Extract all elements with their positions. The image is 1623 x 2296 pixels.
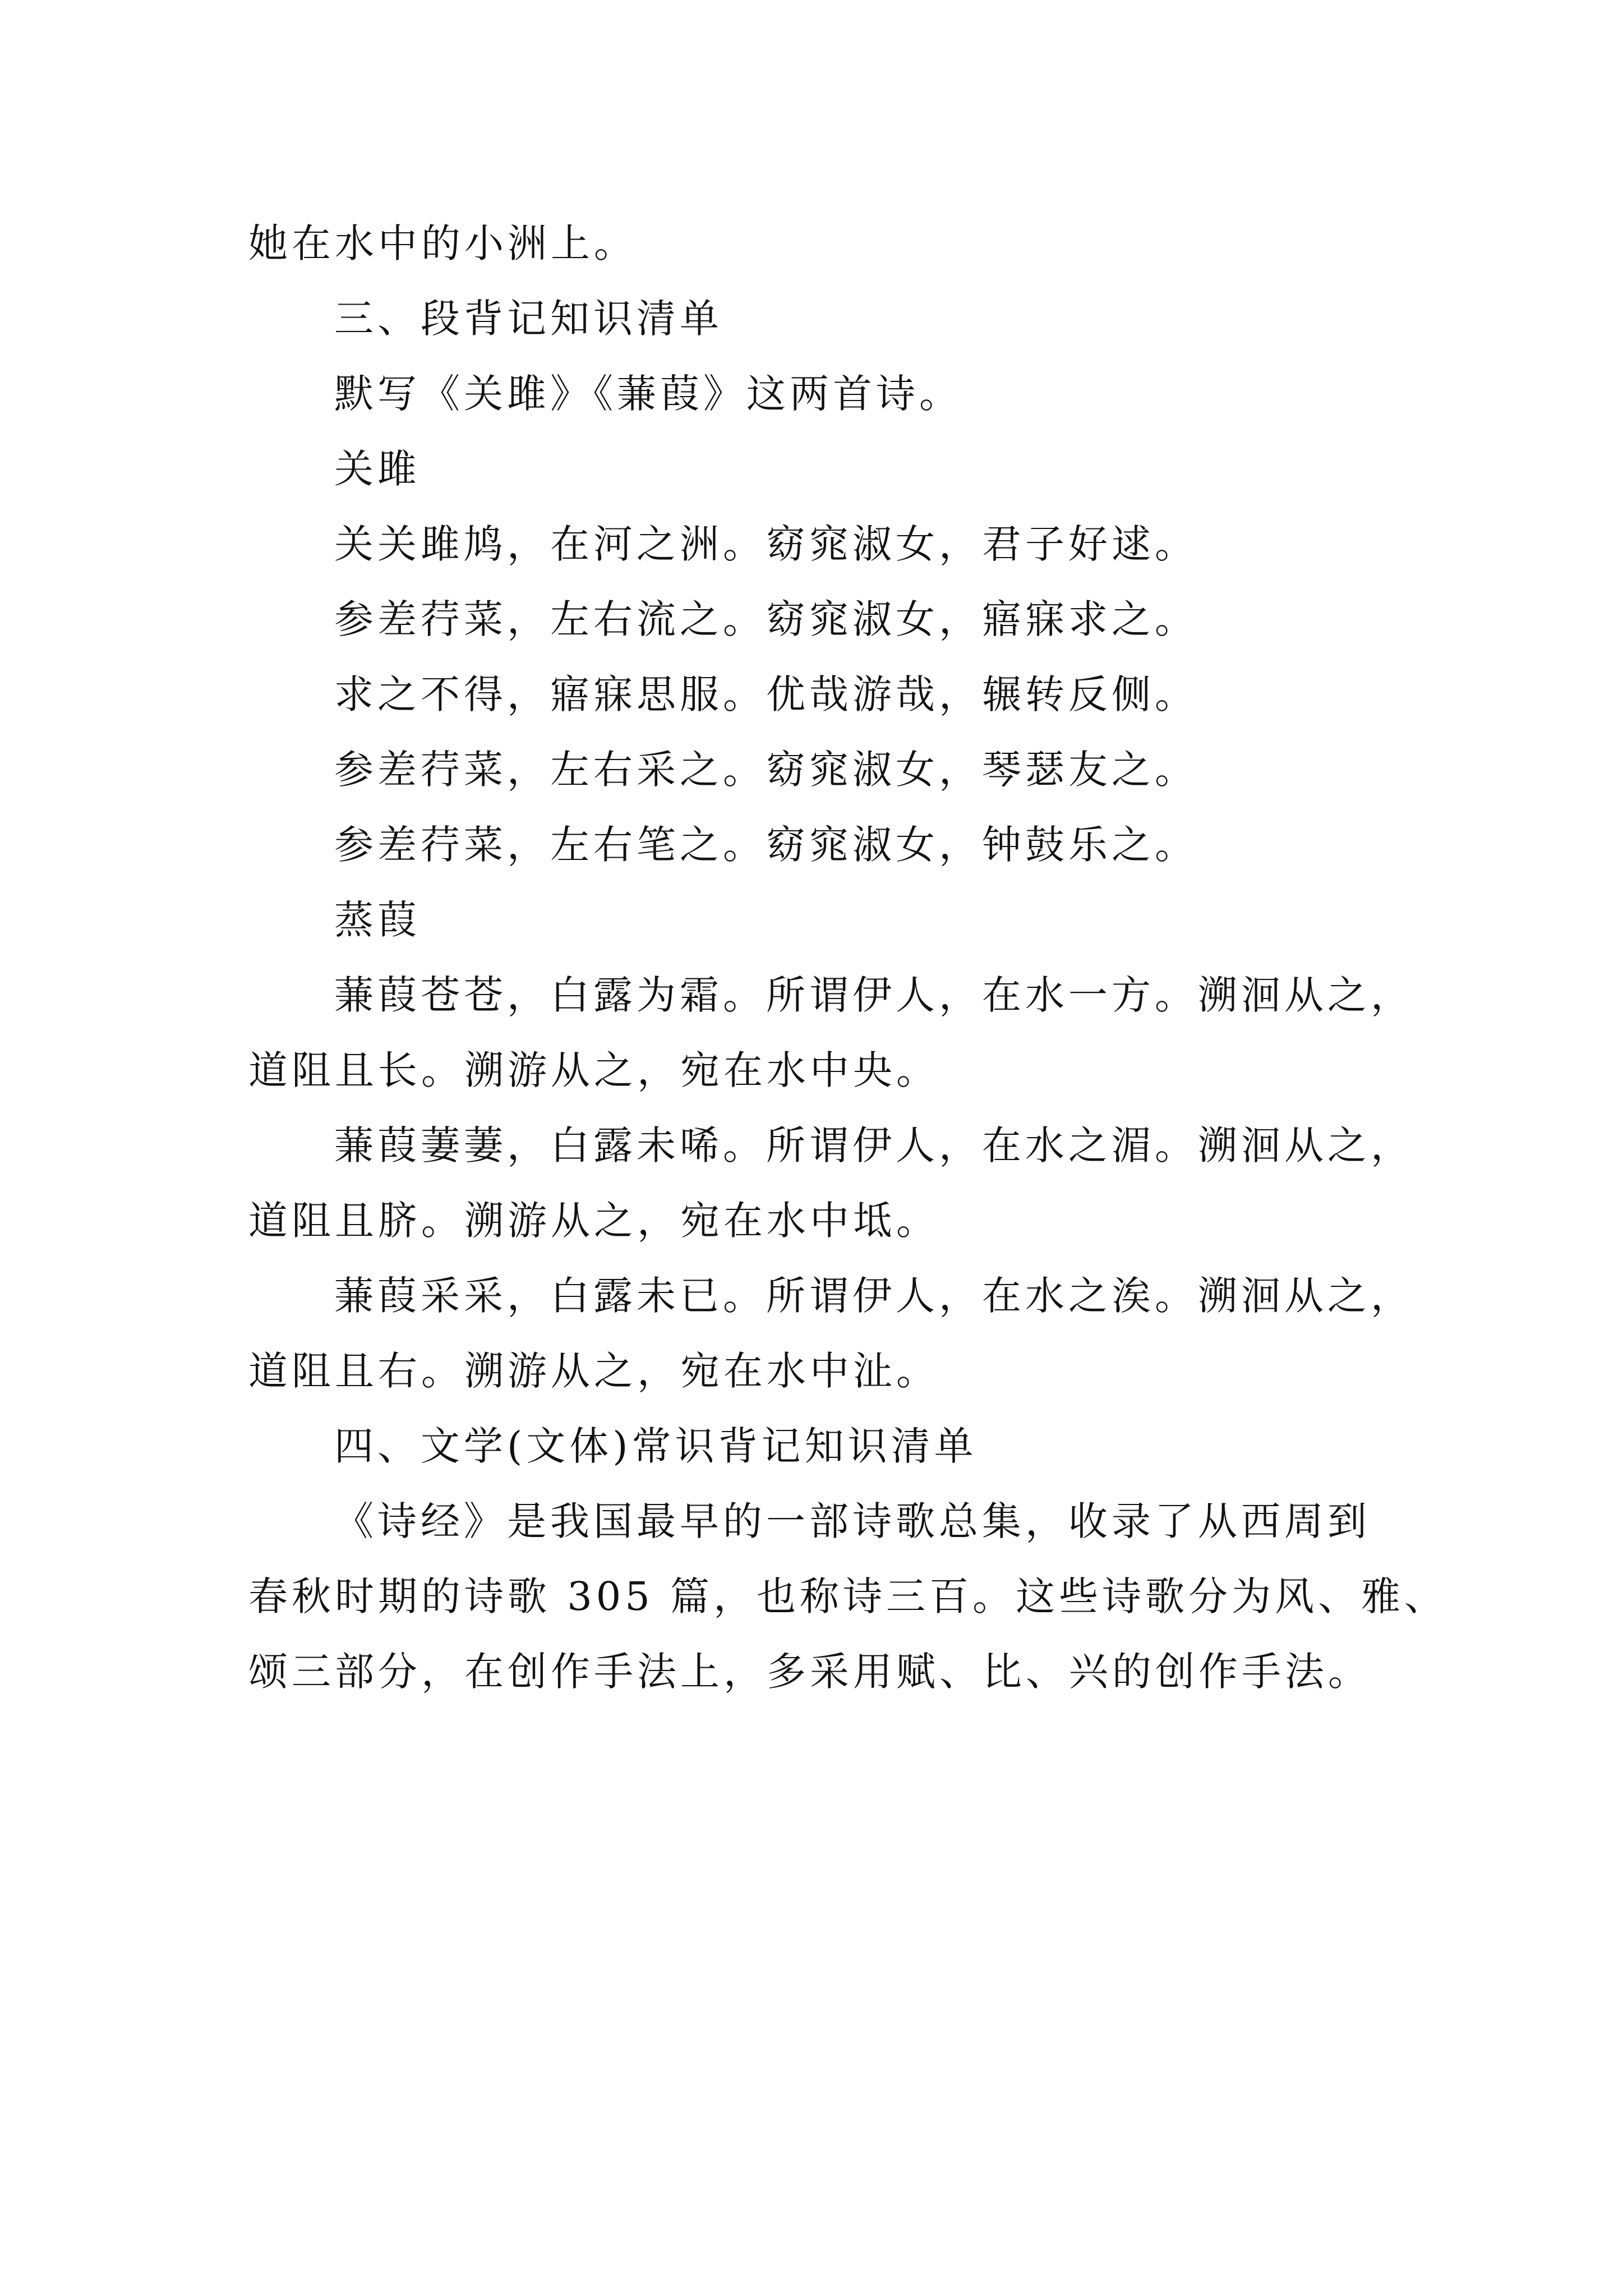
poem-line: 道阻且脐。溯游从之，宛在水中坻。 bbox=[248, 1198, 939, 1244]
poem-line: 蒹葭采采，白露未已。所谓伊人，在水之涘。溯洄从之， bbox=[334, 1273, 1414, 1319]
body-line-2: 默写《关雎》《蒹葭》这两首诗。 bbox=[334, 371, 962, 417]
body-line-1: 她在水中的小洲上。 bbox=[248, 220, 637, 266]
poem-line: 道阻且长。溯游从之，宛在水中央。 bbox=[248, 1047, 939, 1093]
body-line: 春秋时期的诗歌 305 篇，也称诗三百。这些诗歌分为风、雅、 bbox=[248, 1573, 1448, 1619]
poem-line: 参差荇菜，左右笔之。窈窕淑女，钟鼓乐之。 bbox=[334, 822, 1198, 868]
poem-title-jianjia: 蒸葭 bbox=[334, 897, 421, 943]
poem-title-guanju: 关雎 bbox=[334, 446, 421, 492]
body-line: 《诗经》是我国最早的一部诗歌总集，收录了从西周到 bbox=[334, 1498, 1371, 1544]
poem-line: 蒹葭萋萋，白露未唏。所谓伊人，在水之湄。溯洄从之， bbox=[334, 1122, 1414, 1168]
body-line: 颂三部分，在创作手法上，多采用赋、比、兴的创作手法。 bbox=[248, 1649, 1371, 1695]
section-heading-3: 三、段背记知识清单 bbox=[334, 296, 723, 342]
poem-line: 求之不得，寤寐思服。优哉游哉，辗转反侧。 bbox=[334, 671, 1198, 717]
poem-line: 关关雎鸠，在河之洲。窈窕淑女，君子好逑。 bbox=[334, 521, 1198, 567]
poem-line: 道阻且右。溯游从之，宛在水中沚。 bbox=[248, 1348, 939, 1394]
section-heading-4: 四、文学(文体)常识背记知识清单 bbox=[334, 1423, 978, 1469]
poem-line: 蒹葭苍苍，白露为霜。所谓伊人，在水一方。溯洄从之， bbox=[334, 972, 1414, 1018]
poem-line: 参差荇菜，左右采之。窈窕淑女，琴瑟友之。 bbox=[334, 747, 1198, 793]
poem-line: 参差荇菜，左右流之。窈窕淑女，寤寐求之。 bbox=[334, 596, 1198, 642]
